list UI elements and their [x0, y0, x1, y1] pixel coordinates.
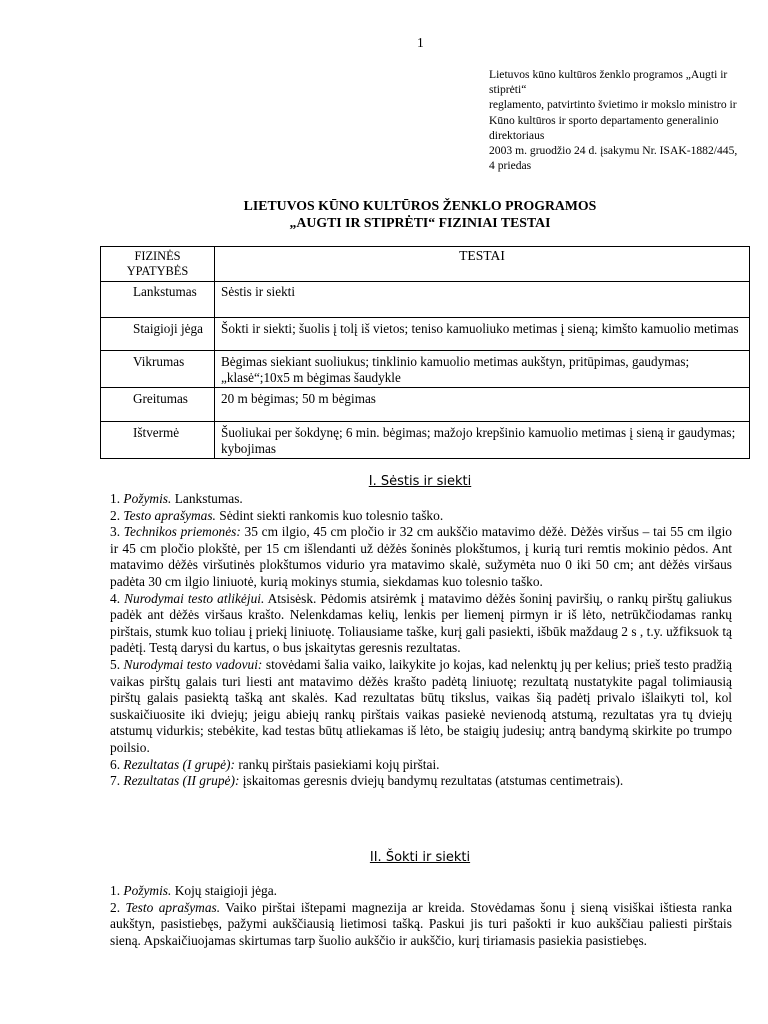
document-title-line-1: LIETUVOS KŪNO KULTŪROS ŽENKLO PROGRAMOS	[243, 198, 597, 213]
column-header-properties: FIZINĖS YPATYBĖS	[101, 247, 215, 282]
item-text: įskaitomas geresnis dviejų bandymų rezultatas (atstumas centimetrais).	[239, 773, 624, 789]
item-number: 2.	[110, 899, 126, 915]
regulation-reference	[489, 67, 764, 173]
item-term: Rezultatas (II grupė):	[123, 773, 240, 789]
property-cell: Lankstumas	[101, 282, 215, 318]
table-row	[101, 351, 750, 388]
section-item	[110, 773, 732, 790]
item-number: 7.	[110, 773, 124, 789]
tests-cell: Sėstis ir siekti	[215, 282, 750, 318]
physical-tests-table	[100, 246, 750, 459]
table-row	[101, 282, 750, 318]
section-heading-2: II. Šokti ir siekti	[369, 850, 471, 865]
item-term: Nurodymai testo atlikėjui.	[124, 590, 265, 606]
section-item	[110, 900, 732, 950]
item-number: 4.	[110, 590, 125, 606]
item-text: Kojų staigioji jėga.	[171, 883, 277, 898]
regulation-line: Lietuvos kūno kultūros ženklo programos „Augti ir	[489, 68, 728, 81]
column-header-tests: TESTAI	[215, 247, 750, 282]
section-2-body	[110, 883, 732, 949]
regulation-line: reglamento, patvirtinto švietimo ir mokslo ministro ir	[489, 98, 737, 112]
item-text: 35 cm ilgio, 45 cm pločio ir 32 cm aukščio matavimo dėžė. Dėžės viršus – tai 55 cm ilgio ir 45 cm pločio plokštė, per 15 cm išlendanti už dėžės šoninės plokštumos, į kurią turi remtis mokinio pėdos. Ant matavimo dėžės viršutinės plokštumos vidurio yra matavimo skalė, sužymėta nuo 0 iki 50 cm; ant dėžės viršaus padėta 30 cm ilgio liniuotė, kurią mokinys stumia, siekdamas kuo tolesnio taško.	[110, 524, 732, 589]
tests-cell: Bėgimas siekiant suoliukus; tinklinio kamuolio metimas aukštyn, pritūpimas, gaudymas; „klasė“;10x5 m bėgimas šaudykle	[215, 351, 750, 388]
table-row	[101, 422, 750, 459]
item-text: stovėdami šalia vaiko, laikykite jo kojas, kad nelenktų jų per kelius; prieš testo pradžią vaikas pirštų galais turi liesti ant matavimo dėžės krašto padėtą liniuotę; rezultatą nustatykite pagal tolimiausią pirštų galais pasiektą tašką ant skalės. Kad rezultatas būtų tikslus, vaikas šią padėtį privalo išlaikyti tol, kol suskaičiuosite iki dviejų; jeigu abiejų rankų pirštais vaikas pasiekė nevienodą atstumą, rezultatas yra tų dviejų atstumų vidurkis; stebėkite, kad testas būtų atliekamas iš lėto, be staigių judesių; antrą bandymą skirkite po trumpo poilsio.	[110, 656, 733, 755]
section-item	[110, 591, 732, 657]
item-term: Rezultatas (I grupė):	[123, 756, 235, 772]
section-item	[110, 883, 732, 900]
property-cell: Greitumas	[101, 388, 215, 422]
regulation-line: 2003 m. gruodžio 24 d. įsakymu Nr. ISAK-1882/445,	[489, 144, 738, 158]
section-item	[110, 757, 732, 774]
regulation-line: stiprėti“	[489, 83, 527, 97]
item-number: 3.	[110, 524, 124, 540]
item-number: 2.	[110, 507, 124, 523]
section-item	[110, 508, 732, 525]
section-item	[110, 524, 732, 590]
item-text: rankų pirštais pasiekiami kojų pirštai.	[234, 756, 440, 772]
document-title-line-2: „AUGTI IR STIPRĖTI“ FIZINIAI TESTAI	[289, 215, 551, 230]
regulation-line: direktoriaus	[489, 128, 545, 142]
item-text: Sėdint siekti rankomis kuo tolesnio taško.	[215, 507, 444, 523]
document-title	[100, 197, 740, 231]
property-cell: Ištvermė	[101, 422, 215, 459]
tests-cell: Šokti ir siekti; šuolis į tolį iš vietos; teniso kamuoliuko metimas į sieną; kimšto kamuolio metimas	[215, 318, 750, 351]
section-item	[110, 657, 732, 757]
item-term: Testo aprašymas.	[125, 899, 221, 915]
item-number: 6.	[110, 756, 124, 772]
table-row	[101, 388, 750, 422]
item-term: Požymis.	[123, 491, 172, 506]
item-text: Vaiko pirštai ištepami magnezija ar kreida. Stovėdamas šonu į sieną visiškai ištiesta ranka aukštyn, pasistiebęs, pažymi aukščiausią lietimosi tašką. Paskui jis turi pašokti ir kuo aukščiau paliesti pirštais sieną. Apskaičiuojamas skirtumas tarp šuolio aukščio ir aukščio, kurį tiriamasis pasiekia pasistiebęs.	[110, 899, 733, 948]
item-text: Lankstumas.	[171, 491, 243, 506]
item-text: Atsisėsk. Pėdomis atsirėmk į matavimo dėžės šoninį paviršių, o rankų pirštų galiukus padėk ant dėžės viršaus krašto. Nelenkdamas kelių, lenkis per liemenį pirmyn ir iš lėto, netrūkčiodamas rankų pirštais, stumk kuo toliau į priekį liniuotę. Toliausiame taške, kurį gali pasiekti, išbūk maždaug 2 s , t.y. užfiksuok tą padėtį. Testą darysi du kartus, o bus įskaitytas geresnis rezultatas.	[110, 590, 733, 656]
tests-cell: Šuoliukai per šokdynę; 6 min. bėgimas; mažojo krepšinio kamuolio metimas į sieną ir gaudymas; kybojimas	[215, 422, 750, 459]
property-cell: Vikrumas	[101, 351, 215, 388]
item-number: 1.	[110, 883, 124, 898]
section-item	[110, 491, 732, 508]
regulation-line: 4 priedas	[489, 159, 532, 173]
regulation-line: Kūno kultūros ir sporto departamento generalinio	[489, 113, 719, 127]
item-term: Technikos priemonės:	[123, 524, 241, 540]
section-1-body	[110, 491, 732, 790]
section-heading-1: I. Sėstis ir siekti	[368, 474, 472, 489]
item-number: 5.	[110, 656, 124, 672]
item-term: Nurodymai testo vadovui:	[123, 656, 263, 672]
page-number: 1	[417, 35, 424, 50]
table-header-row	[101, 247, 750, 282]
property-cell: Staigioji jėga	[101, 318, 215, 351]
item-number: 1.	[110, 491, 124, 506]
tests-cell: 20 m bėgimas; 50 m bėgimas	[215, 388, 750, 422]
item-term: Požymis.	[123, 883, 172, 898]
item-term: Testo aprašymas.	[123, 507, 216, 523]
table-row	[101, 318, 750, 351]
